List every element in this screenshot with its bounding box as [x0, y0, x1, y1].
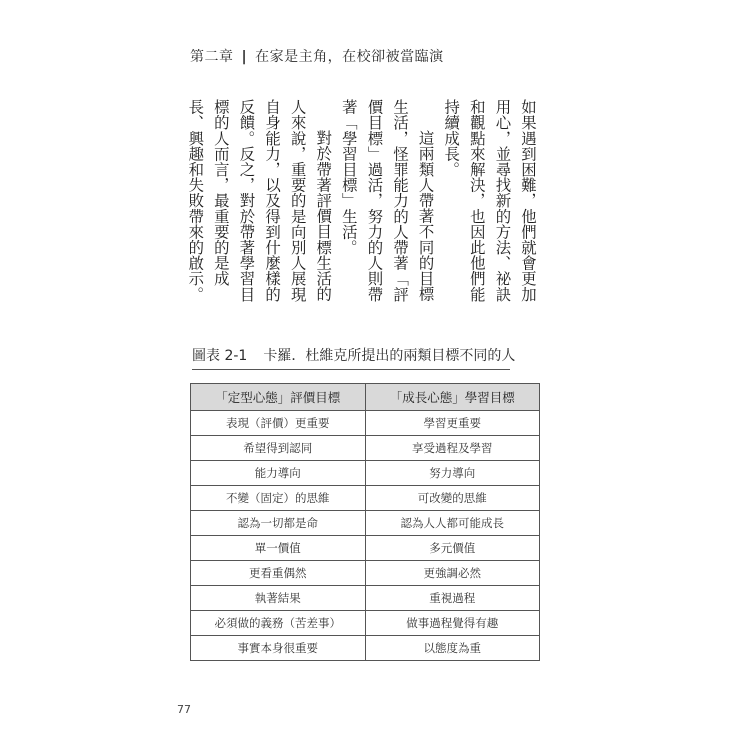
paragraph-3: 對於帶著評價目標生活的人來說，重要的是向別人展現自身能力，以及得到什麼樣的反饋。反之，對於帶著學習目標的人而言，最重要的是成長、興趣和失敗帶來的啟示。 — [186, 99, 333, 302]
paragraph-2: 這兩類人帶著不同的目標生活，怪罪能力的人帶著「評價目標」過活，努力的人則帶著「學習目標」生活。 — [339, 99, 435, 302]
comparison-table — [190, 383, 540, 661]
fixed-cell: 事實本身很重要 — [191, 636, 366, 661]
figure-caption — [192, 346, 516, 370]
table-row — [191, 461, 540, 486]
growth-cell: 以態度為重 — [365, 636, 540, 661]
fixed-cell: 更看重偶然 — [191, 561, 366, 586]
header-growth-mindset: 「成長心態」學習目標 — [365, 384, 540, 411]
fixed-cell: 認為一切都是命 — [191, 511, 366, 536]
fixed-cell: 能力導向 — [191, 461, 366, 486]
fixed-cell: 表現（評價）更重要 — [191, 411, 366, 436]
fixed-cell: 單一價值 — [191, 536, 366, 561]
table-row — [191, 536, 540, 561]
growth-cell: 更強調必然 — [365, 561, 540, 586]
growth-cell: 努力導向 — [365, 461, 540, 486]
paragraph-1: 如果遇到困難，他們就會更加用心，並尋找新的方法、祕訣和觀點來解決，也因此他們能持續成長。 — [442, 99, 537, 302]
header-fixed-mindset: 「定型心態」評價目標 — [191, 384, 366, 411]
table-header-row — [191, 384, 540, 411]
growth-cell: 可改變的思維 — [365, 486, 540, 511]
growth-cell: 多元價值 — [365, 536, 540, 561]
table-row — [191, 436, 540, 461]
fixed-cell: 不變（固定）的思維 — [191, 486, 366, 511]
chapter-label: 第二章 — [190, 49, 234, 65]
fixed-cell: 希望得到認同 — [191, 436, 366, 461]
table-row — [191, 561, 540, 586]
growth-cell: 認為人人都可能成長 — [365, 511, 540, 536]
growth-cell: 做事過程覺得有趣 — [365, 611, 540, 636]
table-row — [191, 486, 540, 511]
chapter-title: 在家是主角，在校卻被當臨演 — [255, 49, 444, 65]
growth-cell: 學習更重要 — [365, 411, 540, 436]
separator: | — [241, 49, 248, 65]
page-number: 77 — [177, 703, 191, 716]
table-row — [191, 511, 540, 536]
table-row — [191, 411, 540, 436]
fixed-cell: 必須做的義務（苦差事） — [191, 611, 366, 636]
body-text — [182, 99, 540, 309]
growth-cell: 享受過程及學習 — [365, 436, 540, 461]
table-row — [191, 636, 540, 661]
running-head — [190, 47, 444, 67]
table-row — [191, 611, 540, 636]
figure-title: 卡羅．杜維克所提出的兩類目標不同的人 — [263, 348, 516, 364]
growth-cell: 重視過程 — [365, 586, 540, 611]
figure-number: 圖表 2-1 — [192, 348, 248, 364]
fixed-cell: 執著結果 — [191, 586, 366, 611]
table-row — [191, 586, 540, 611]
